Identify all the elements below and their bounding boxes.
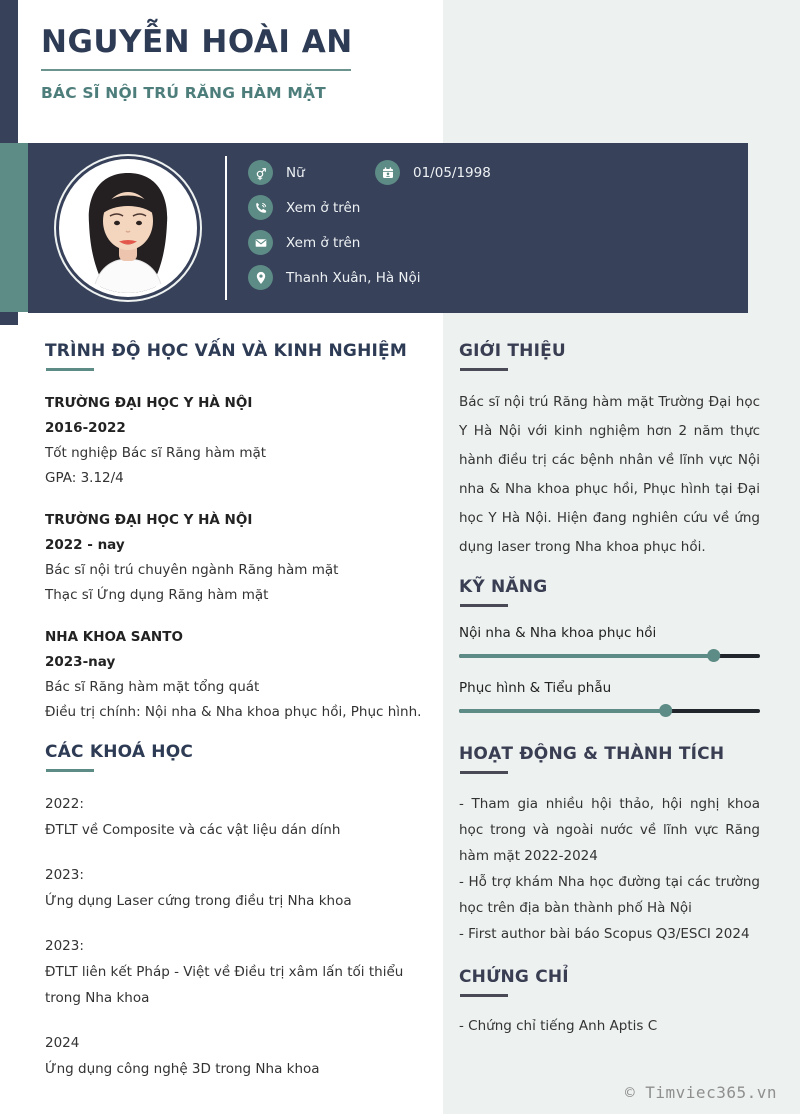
education-period: 2022 - nay	[45, 537, 125, 553]
course-year: 2023:	[45, 938, 84, 954]
avatar-illustration	[63, 163, 193, 293]
phone-icon	[248, 195, 273, 220]
header	[41, 24, 353, 102]
education-heading: TRÌNH ĐỘ HỌC VẤN VÀ KINH NGHIỆM	[45, 341, 407, 361]
left-column	[45, 341, 427, 1101]
education-org: TRƯỜNG ĐẠI HỌC Y HÀ NỘI	[45, 512, 253, 528]
about-text: Bác sĩ nội trú Răng hàm mặt Trường Đại học Y Hà Nội với kinh nghiệm hơn 2 năm thực hành điều trị các bệnh nhân về lĩnh vực Nội nha & Nha khoa phục hồi, Phục hình tại Đại học Y Hà Nội. Hiện đang nghiên cứu về ứng dụng laser trong Nha khoa phục hồi.	[459, 394, 760, 555]
education-line: Tốt nghiệp Bác sĩ Răng hàm mặt	[45, 445, 267, 461]
watermark: © Timviec365.vn	[625, 1083, 777, 1102]
education-org: TRƯỜNG ĐẠI HỌC Y HÀ NỘI	[45, 395, 253, 411]
contact-list	[248, 160, 491, 290]
course-desc: ĐTLT về Composite và các vật liệu dán dính	[45, 822, 341, 838]
education-entry	[45, 508, 427, 608]
activities-list	[459, 791, 760, 947]
email-value: Xem ở trên	[286, 234, 361, 251]
contact-row	[248, 265, 491, 290]
education-entry	[45, 625, 427, 725]
course-item	[45, 791, 427, 843]
activities-heading: HOẠT ĐỘNG & THÀNH TÍCH	[459, 744, 725, 764]
skill-slider-fill	[459, 654, 715, 658]
courses-list	[45, 791, 427, 1082]
activity-item: - First author bài báo Scopus Q3/ESCI 2024	[459, 926, 750, 942]
left-teal-strip	[0, 143, 28, 312]
contact-address	[248, 265, 421, 290]
calendar-icon	[375, 160, 400, 185]
skill-label: Nội nha & Nha khoa phục hồi	[459, 625, 657, 641]
certificates-heading: CHỨNG CHỈ	[459, 967, 569, 987]
skill-slider-handle[interactable]	[707, 649, 720, 662]
activities-heading-underline	[460, 771, 508, 774]
email-icon	[248, 230, 273, 255]
about-heading: GIỚI THIỆU	[459, 341, 566, 361]
education-line: Bác sĩ Răng hàm mặt tổng quát	[45, 679, 260, 695]
about-heading-underline	[460, 368, 508, 371]
certificates-heading-underline	[460, 994, 508, 997]
course-item	[45, 933, 427, 1011]
birthday-value: 01/05/1998	[413, 164, 491, 181]
education-line: Thạc sĩ Ứng dụng Răng hàm mặt	[45, 587, 269, 603]
name-underline	[41, 69, 351, 71]
contact-gender	[248, 160, 375, 185]
contact-phone	[248, 195, 360, 220]
contact-row	[248, 230, 491, 255]
location-icon	[248, 265, 273, 290]
activity-item: - Tham gia nhiều hội thảo, hội nghị khoa học trong và ngoài nước về lĩnh vực Răng hàm mặt 2022-2024	[459, 796, 760, 864]
skill-slider-handle[interactable]	[659, 704, 672, 717]
course-item	[45, 1030, 427, 1082]
contact-email	[248, 230, 360, 255]
education-period: 2023-nay	[45, 654, 116, 670]
skills-heading: KỸ NĂNG	[459, 577, 548, 597]
contact-band	[28, 143, 748, 313]
gender-icon	[248, 160, 273, 185]
education-line: GPA: 3.12/4	[45, 470, 124, 486]
courses-heading: CÁC KHOÁ HỌC	[45, 742, 194, 762]
skill-slider[interactable]	[459, 704, 760, 717]
address-value: Thanh Xuân, Hà Nội	[286, 269, 421, 286]
education-org: NHA KHOA SANTO	[45, 629, 183, 645]
course-year: 2024	[45, 1035, 80, 1051]
certificate-item: - Chứng chỉ tiếng Anh Aptis C	[459, 1018, 658, 1034]
education-entries	[45, 391, 427, 725]
band-divider	[225, 156, 227, 300]
job-title: BÁC SĨ NỘI TRÚ RĂNG HÀM MẶT	[41, 84, 326, 102]
activity-item: - Hỗ trợ khám Nha học đường tại các trường học trên địa bàn thành phố Hà Nội	[459, 874, 760, 916]
courses-heading-underline	[46, 769, 94, 772]
right-column	[459, 341, 760, 1039]
education-line: Bác sĩ nội trú chuyên ngành Răng hàm mặt	[45, 562, 339, 578]
education-entry	[45, 391, 427, 491]
skill-label: Phục hình & Tiểu phẫu	[459, 680, 612, 696]
skill-slider[interactable]	[459, 649, 760, 662]
education-period: 2016-2022	[45, 420, 126, 436]
course-item	[45, 862, 427, 914]
certificates-list	[459, 1013, 760, 1039]
contact-row	[248, 160, 491, 185]
contact-birthday	[375, 160, 491, 185]
avatar	[59, 159, 197, 297]
gender-value: Nữ	[286, 164, 305, 181]
course-desc: Ứng dụng công nghệ 3D trong Nha khoa	[45, 1061, 320, 1077]
candidate-name: NGUYỄN HOÀI AN	[41, 24, 353, 60]
education-heading-underline	[46, 368, 94, 371]
phone-value: Xem ở trên	[286, 199, 361, 216]
course-desc: ĐTLT liên kết Pháp - Việt về Điều trị xâm lấn tối thiểu trong Nha khoa	[45, 964, 404, 1006]
course-desc: Ứng dụng Laser cứng trong điều trị Nha khoa	[45, 893, 352, 909]
skills-list	[459, 623, 760, 717]
education-line: Điều trị chính: Nội nha & Nha khoa phục hồi, Phục hình.	[45, 704, 422, 720]
contact-row	[248, 195, 491, 220]
course-year: 2022:	[45, 796, 84, 812]
skill-slider-fill	[459, 709, 667, 713]
course-year: 2023:	[45, 867, 84, 883]
skills-heading-underline	[460, 604, 508, 607]
